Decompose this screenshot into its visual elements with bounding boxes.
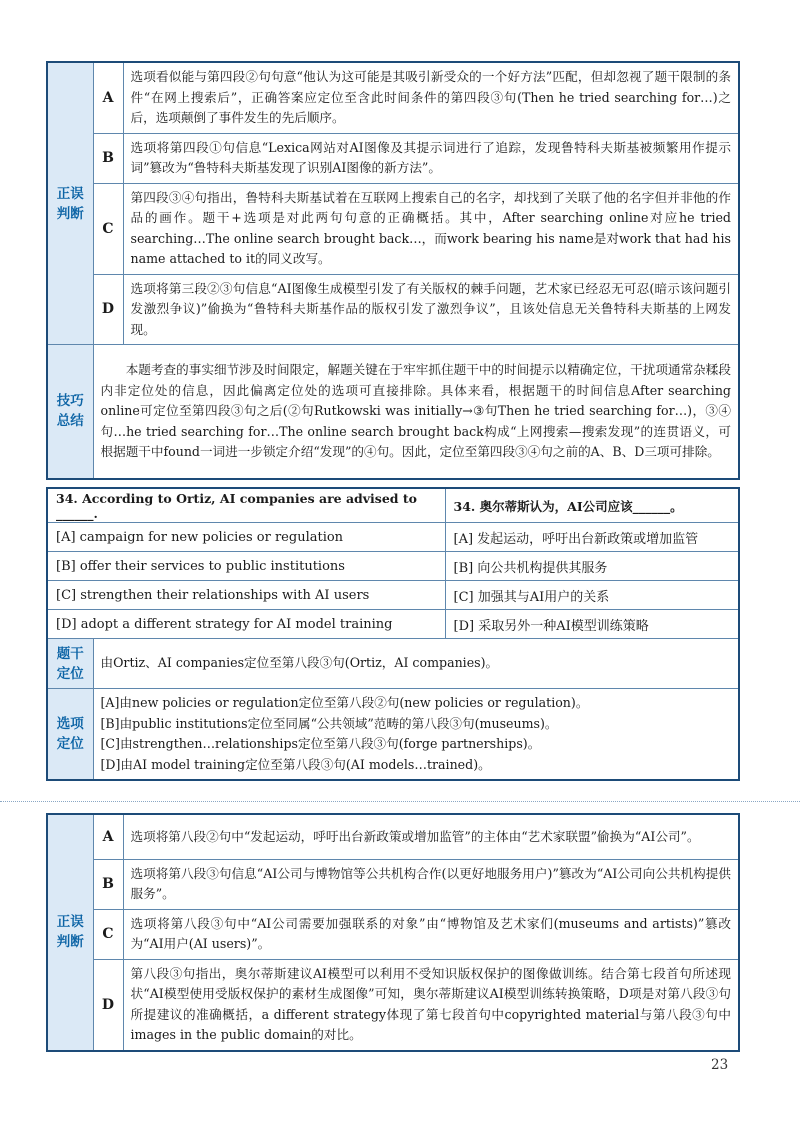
option-d-english: [D] adopt a different strategy for AI model training [47, 610, 445, 639]
option-c-english: [C] strengthen their relationships with AI users [47, 581, 445, 610]
bottom-analysis-table [46, 813, 740, 1052]
section-divider [0, 801, 800, 802]
tips-label: 技巧 总结 [47, 345, 93, 479]
option-locate-row [47, 689, 739, 781]
option-analysis: 第八段③句指出，奥尔蒂斯建议AI模型可以利用不受知识版权保护的图像做训练。结合第七段首句所述现状“AI模型使用受版权保护的素材生成图像”可知，奥尔蒂斯建议AI模型训练转换策略，D项是对第八段③句所提建议的准确概括，a different strategy体现了第七段首句中copyrighted material与第八段③句中images in the public domain的对比。 [123, 959, 739, 1051]
option-d-chinese: [D] 采取另外一种AI模型训练策略 [445, 610, 739, 639]
table-row [47, 814, 739, 859]
table-row [47, 133, 739, 183]
stem-english: 34. According to Ortiz, AI companies are advised to ______. [47, 488, 445, 523]
option-letter: D [93, 959, 123, 1051]
option-letter: D [93, 274, 123, 345]
option-letter: B [93, 859, 123, 909]
locate-line: [C]由strengthen…relationships定位至第八段③句(forge partnerships)。 [100, 736, 541, 751]
stem-locate-text: 由Ortiz、AI companies定位至第八段③句(Ortiz，AI companies)。 [93, 639, 739, 689]
option-analysis: 选项将第三段②③句信息“AI图像生成模型引发了有关版权的棘手问题，艺术家已经忍无可忍(暗示该问题引发激烈争议)”偷换为“鲁特科夫斯基作品的版权引发了激烈争议”，且该处信息无关鲁特科夫斯基的上网发现。 [123, 274, 739, 345]
option-locate-label: 选项 定位 [47, 689, 93, 781]
option-locate-text [93, 689, 739, 781]
table-row [47, 62, 739, 133]
option-analysis: 选项将第八段②句中“发起运动，呼吁出台新政策或增加监管”的主体由“艺术家联盟”偷换为“AI公司”。 [123, 814, 739, 859]
option-analysis: 选项看似能与第四段②句句意“他认为这可能是其吸引新受众的一个好方法”匹配，但却忽视了题干限制的条件“在网上搜索后”，正确答案应定位至含此时间条件的第四段③句(Then he tried searching for…)之后，选项颠倒了事件发生的先后顺序。 [123, 62, 739, 133]
option-row [47, 523, 739, 552]
option-letter: B [93, 133, 123, 183]
option-a-chinese: [A] 发起运动，呼吁出台新政策或增加监管 [445, 523, 739, 552]
option-row [47, 552, 739, 581]
question-stem-row [47, 488, 739, 523]
option-analysis: 选项将第四段①句信息“Lexica网站对AI图像及其提示词进行了追踪，发现鲁特科夫斯基被频繁用作提示词”篡改为“鲁特科夫斯基发现了识别AI图像的新方法”。 [123, 133, 739, 183]
page-number: 23 [711, 1057, 729, 1073]
option-analysis: 选项将第八段③句中“AI公司需要加强联系的对象”由“博物馆及艺术家们(museums and artists)”篡改为“AI用户(AI users)”。 [123, 909, 739, 959]
table-row [47, 959, 739, 1051]
option-a-english: [A] campaign for new policies or regulation [47, 523, 445, 552]
option-letter: A [93, 62, 123, 133]
option-letter: A [93, 814, 123, 859]
option-letter: C [93, 909, 123, 959]
option-b-chinese: [B] 向公共机构提供其服务 [445, 552, 739, 581]
stem-locate-row [47, 639, 739, 689]
option-analysis: 第四段③④句指出，鲁特科夫斯基试着在互联网上搜索自己的名字，却找到了关联了他的名字但并非他的作品的画作。题干+选项是对此两句句意的正确概括。其中，After searching online对应he tried searching…The online search brought back…，而work bearing his name是对work that had his name attached to it的同义改写。 [123, 183, 739, 274]
table-row [47, 274, 739, 345]
option-c-chinese: [C] 加强其与AI用户的关系 [445, 581, 739, 610]
tips-summary: 本题考查的事实细节涉及时间限定，解题关键在于牢牢抓住题干中的时间提示以精确定位，干扰项通常杂糅段内非定位处的信息，因此偏离定位处的选项可直接排除。具体来看，根据题干的时间信息After searching online可定位至第四段③句之后(②句Rutkowski was initially→③句Then he tried searching for…)，③④句…he tried searching for…The online search brought back构成“上网搜索—搜索发现”的连贯语义，可根据题干中found一词进一步锁定介绍“发现”的④句。因此，定位至第四段③④句之前的A、B、D三项可排除。 [93, 345, 739, 479]
top-analysis-table [46, 61, 740, 480]
judgment-label: 正误 判断 [47, 62, 93, 345]
table-row [47, 183, 739, 274]
question-34-table [46, 487, 740, 781]
stem-chinese: 34. 奥尔蒂斯认为，AI公司应该______。 [445, 488, 739, 523]
locate-line: [B]由public institutions定位至同属“公共领域”范畴的第八段③句(museums)。 [100, 715, 558, 731]
stem-locate-label: 题干 定位 [47, 639, 93, 689]
option-row [47, 581, 739, 610]
option-row [47, 610, 739, 639]
option-analysis: 选项将第八段③句信息“AI公司与博物馆等公共机构合作(以更好地服务用户)”篡改为“AI公司向公共机构提供服务”。 [123, 859, 739, 909]
table-row [47, 345, 739, 479]
table-row [47, 859, 739, 909]
locate-line: [D]由AI model training定位至第八段③句(AI models…trained)。 [100, 756, 491, 772]
option-letter: C [93, 183, 123, 274]
table-row [47, 909, 739, 959]
locate-line: [A]由new policies or regulation定位至第八段②句(new policies or regulation)。 [100, 695, 589, 710]
option-b-english: [B] offer their services to public institutions [47, 552, 445, 581]
judgment-label: 正误 判断 [47, 814, 93, 1051]
